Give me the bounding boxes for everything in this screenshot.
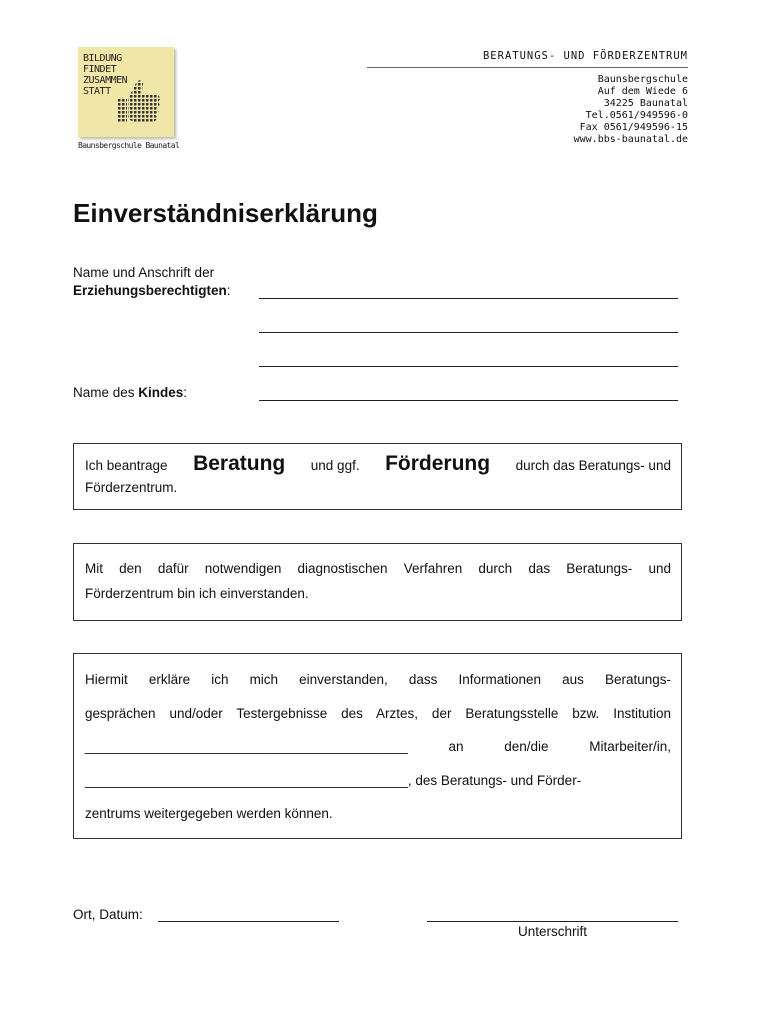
guardian-line-2[interactable] bbox=[259, 332, 678, 333]
school-logo bbox=[78, 47, 174, 137]
logo-line-2: FINDET bbox=[83, 64, 117, 75]
release-line-1: Hiermit erkläre ich mich einverstanden, dass Informationen aus Beratungs- bbox=[85, 672, 671, 687]
guardian-label-bold: Erziehungsberechtigten bbox=[73, 283, 227, 298]
request-box bbox=[73, 443, 682, 510]
release-line-2: gesprächen und/oder Testergebnisse des Arztes, der Beratungsstelle bzw. Institution bbox=[85, 706, 671, 721]
child-label bbox=[73, 385, 187, 400]
request-text-3: durch das Beratungs- und bbox=[515, 458, 671, 473]
diagnostics-line-2: Förderzentrum bin ich einverstanden. bbox=[85, 586, 309, 601]
request-line-1 bbox=[85, 452, 671, 476]
signature-label: Unterschrift bbox=[517, 924, 588, 939]
thumbs-up-icon bbox=[114, 75, 166, 135]
logo-line-4: STATT bbox=[83, 86, 111, 97]
request-line-2: Förderzentrum. bbox=[85, 480, 178, 495]
logo-line-1: BILDUNG bbox=[83, 53, 122, 64]
guardian-line-3[interactable] bbox=[259, 366, 678, 367]
child-label-colon: : bbox=[183, 385, 188, 400]
request-text-1: Ich beantrage bbox=[85, 458, 168, 473]
information-release-box bbox=[73, 653, 682, 839]
address-block bbox=[574, 74, 688, 146]
child-label-prefix: Name des bbox=[73, 385, 139, 400]
diagnostics-line-1: Mit den dafür notwendigen diagnostischen Verfahren durch das Beratungs- und bbox=[85, 561, 671, 576]
child-label-bold: Kindes bbox=[138, 385, 184, 400]
consulting-keyword: Beratung bbox=[193, 452, 286, 475]
page-title: Einverständniserklärung bbox=[73, 198, 378, 228]
signature-line[interactable] bbox=[427, 921, 678, 922]
logo-caption: Baunsbergschule Baunatal bbox=[78, 141, 180, 150]
release-word-an: an bbox=[448, 739, 464, 754]
fax-number: Fax 0561/949596-15 bbox=[579, 122, 688, 133]
request-text-2: und ggf. bbox=[310, 458, 360, 473]
child-name-line[interactable] bbox=[259, 400, 678, 401]
guardian-label-line1: Name und Anschrift der bbox=[73, 265, 215, 280]
release-line-4[interactable]: ___________________________________________, des Beratungs- und Förder- bbox=[85, 773, 582, 788]
guardian-label-colon: : bbox=[226, 283, 231, 298]
diagnostics-consent-box bbox=[73, 543, 682, 621]
address-line: Auf dem Wiede 6 bbox=[597, 86, 688, 97]
place-date-label: Ort, Datum: bbox=[73, 907, 143, 922]
institution-blank[interactable]: ___________________________________________ bbox=[85, 739, 408, 754]
guardian-line-1[interactable] bbox=[259, 298, 678, 299]
release-word-mitarbeiter: Mitarbeiter/in, bbox=[589, 739, 671, 754]
release-line-3 bbox=[85, 739, 671, 754]
place-date-line[interactable] bbox=[158, 921, 339, 922]
logo-line-3: ZUSAMMEN bbox=[83, 75, 128, 86]
guardian-label bbox=[73, 283, 231, 298]
website-link[interactable]: www.bbs-baunatal.de bbox=[573, 134, 688, 145]
support-keyword: Förderung bbox=[385, 452, 491, 475]
release-word-den-die: den/die bbox=[504, 739, 549, 754]
phone-number: Tel.0561/949596-0 bbox=[585, 110, 688, 121]
organization-name: BERATUNGS- UND FÖRDERZENTRUM bbox=[482, 50, 688, 62]
release-line-5: zentrums weitergegeben werden können. bbox=[85, 806, 333, 821]
address-line: 34225 Baunatal bbox=[603, 98, 688, 109]
address-line: Baunsbergschule bbox=[597, 74, 688, 85]
header-divider bbox=[367, 67, 688, 68]
